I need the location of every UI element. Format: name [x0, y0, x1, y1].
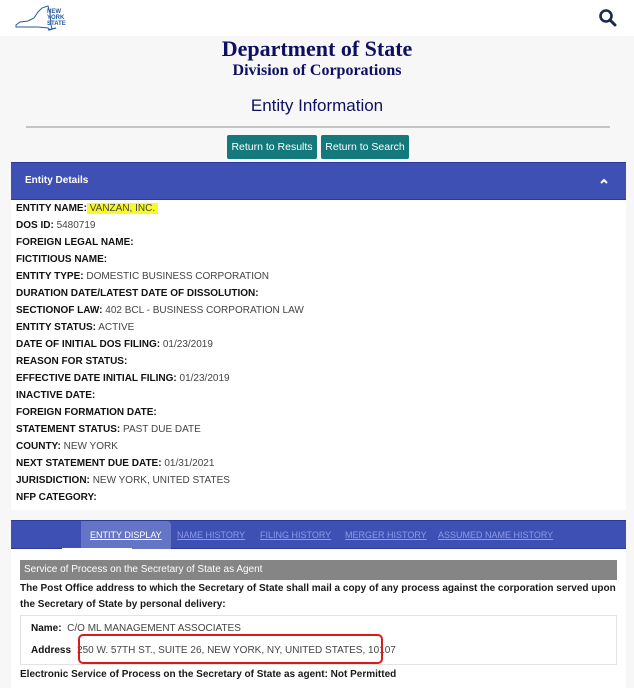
- page-title: Entity Information: [250, 96, 384, 115]
- field-nfp-category: NFP CATEGORY:: [16, 492, 97, 503]
- field-fictitious-name: FICTITIOUS NAME:: [16, 254, 108, 265]
- red-annotation-box: [78, 634, 383, 664]
- active-tab-indicator: [62, 548, 132, 550]
- field-next-statement-due: NEXT STATEMENT DUE DATE: 01/31/2021: [16, 458, 215, 469]
- department-title: Department of State: [221, 36, 413, 61]
- search-icon[interactable]: [598, 8, 618, 28]
- field-entity-type: ENTITY TYPE: DOMESTIC BUSINESS CORPORATION: [16, 271, 270, 282]
- entity-details-title: Entity Details: [25, 175, 89, 186]
- electronic-service-note: Electronic Service of Process on the Secretary of State as agent: Not Permitted: [20, 669, 397, 680]
- field-duration-date: DURATION DATE/LATEST DATE OF DISSOLUTION:: [16, 288, 259, 299]
- entity-details-panel: [11, 162, 626, 510]
- division-title: Division of Corporations: [232, 62, 402, 79]
- entity-fields: [16, 200, 616, 506]
- field-dos-id: DOS ID: 5480719: [16, 220, 96, 231]
- field-foreign-legal-name: FOREIGN LEGAL NAME:: [16, 237, 134, 248]
- highlighted-entity-name: VANZAN, INC.: [87, 203, 158, 214]
- chevron-up-icon[interactable]: [598, 175, 610, 187]
- tab-merger-history[interactable]: MERGER HISTORY: [345, 530, 427, 540]
- field-section-of-law: SECTIONOF LAW: 402 BCL - BUSINESS CORPORATION LAW: [16, 305, 304, 316]
- divider: [26, 126, 610, 128]
- svg-text:STATE: STATE: [47, 21, 66, 27]
- field-foreign-formation-date: FOREIGN FORMATION DATE:: [16, 407, 157, 418]
- field-statement-status: STATEMENT STATUS: PAST DUE DATE: [16, 424, 201, 435]
- sop-name-row: Name: C/O ML MANAGEMENT ASSOCIATES: [31, 623, 241, 634]
- address-box: [20, 615, 617, 665]
- field-entity-name: ENTITY NAME: VANZAN, INC.: [16, 200, 616, 217]
- field-entity-status: ENTITY STATUS: ACTIVE: [16, 322, 135, 333]
- new-york-state-logo[interactable]: [14, 3, 66, 33]
- tab-bar: [11, 520, 626, 549]
- field-county: COUNTY: NEW YORK: [16, 441, 118, 452]
- sop-address-row: Address 250 W. 57TH ST., SUITE 26, NEW YORK, NY, UNITED STATES, 10107: [31, 645, 396, 656]
- tab-entity-display[interactable]: ENTITY DISPLAY: [81, 521, 171, 549]
- field-initial-filing-date: DATE OF INITIAL DOS FILING: 01/23/2019: [16, 339, 213, 350]
- svg-text:YORK: YORK: [47, 15, 65, 21]
- field-reason-for-status: REASON FOR STATUS:: [16, 356, 128, 367]
- svg-text:NEW: NEW: [47, 9, 61, 15]
- entity-tabs-panel: [11, 520, 626, 688]
- top-bar: [0, 0, 634, 36]
- tab-filing-history[interactable]: FILING HISTORY: [260, 530, 332, 540]
- service-of-process-header: Service of Process on the Secretary of State as Agent: [20, 560, 617, 580]
- main-content: [0, 36, 634, 688]
- tab-assumed-name-history[interactable]: ASSUMED NAME HISTORY: [438, 530, 554, 540]
- return-to-search-button[interactable]: Return to Search: [321, 135, 409, 159]
- service-of-process-description: The Post Office address to which the Secretary of State shall mail a copy of any process against the corporation served upon the Secretary of State by personal delivery:: [20, 583, 616, 610]
- field-jurisdiction: JURISDICTION: NEW YORK, UNITED STATES: [16, 475, 230, 486]
- field-effective-date: EFFECTIVE DATE INITIAL FILING: 01/23/2019: [16, 373, 230, 384]
- entity-details-header[interactable]: [11, 162, 626, 200]
- tab-name-history[interactable]: NAME HISTORY: [177, 530, 246, 540]
- field-inactive-date: INACTIVE DATE:: [16, 390, 96, 401]
- return-to-results-button[interactable]: Return to Results: [227, 135, 317, 159]
